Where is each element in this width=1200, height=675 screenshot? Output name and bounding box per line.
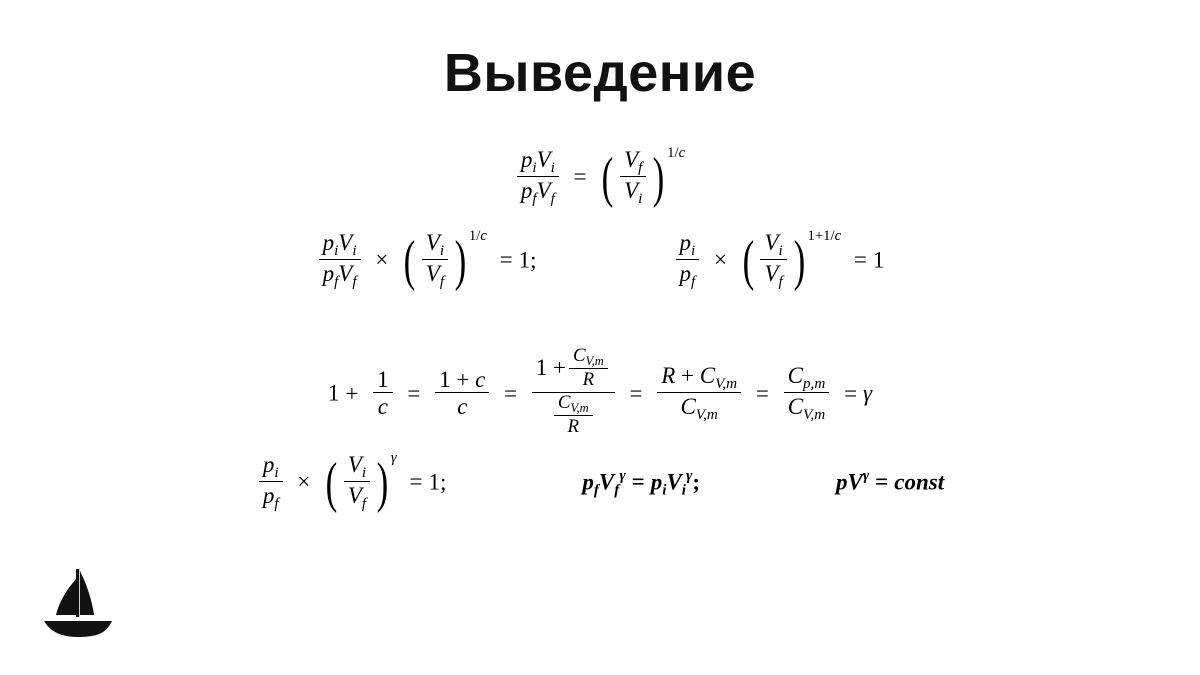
gamma-symbol: γ: [863, 380, 873, 406]
exponent-1-plus-1-over-c: 1+1/c: [807, 228, 842, 245]
fraction-1-c: $\frac{1}{c}$: [373, 368, 393, 418]
value-one: 1: [327, 380, 340, 406]
times-sign: ×: [713, 247, 727, 273]
equals-sign: =: [499, 247, 513, 273]
fraction-vf-vi: $\frac{V_f}{V_i}$: [620, 148, 646, 206]
value-one: 1;: [518, 247, 537, 273]
equation-2: [0, 228, 1200, 292]
fraction-pivi-pfvf: [517, 148, 559, 206]
fraction-cvm-r-upper: $\frac{C_{V,m}}{R}$: [569, 347, 608, 390]
equation-3-math: [327, 344, 873, 441]
plus-sign: +: [345, 380, 359, 406]
fraction-pi-pf: $\frac{p_i}{p_f}$: [259, 453, 283, 511]
fraction-vi-vf: $\frac{V_i}{V_f}$: [344, 453, 370, 511]
equals-sign: =: [755, 380, 769, 406]
fraction-pi-pf: $\frac{p_i}{p_f}$: [676, 231, 700, 289]
sailboat-icon: [36, 565, 120, 645]
value-one: 1: [872, 247, 885, 273]
equals-sign: =: [407, 380, 421, 406]
fraction-vi-vf: $\frac{V_i}{V_f}$: [422, 231, 448, 289]
equals-sign: =: [631, 469, 645, 495]
equals-sign: =: [844, 380, 858, 406]
value-one: 1;: [428, 469, 447, 495]
parenthesized-ratio: [598, 145, 686, 209]
equation-4b-math: $p_fV_f^\gamma = p_iV_i^\gamma$;: [582, 466, 700, 499]
fraction-pivi-pfvf: $\frac{p_iV_i}{p_fV_f}$: [319, 231, 361, 289]
right-paren: ): [652, 146, 665, 209]
equation-4: [0, 450, 1200, 514]
fraction-cpm-cvm: $\frac{C_{p,m}}{C_{V,m}}$: [784, 364, 830, 422]
equals-sign: =: [853, 247, 867, 273]
parenthesized-ratio: ( $\frac{V_i}{V_f}$ ) 1/c: [403, 228, 487, 292]
numerator: $p_iV_i$: [517, 148, 559, 177]
times-sign: ×: [297, 469, 311, 495]
equation-4a-math: [256, 450, 447, 514]
exponent-gamma: γ: [390, 450, 397, 467]
page-title: Выведение: [443, 43, 757, 103]
fraction-1plusc-c: $\frac{1 + c}{c}$: [435, 368, 489, 418]
equals-sign: =: [504, 380, 518, 406]
parenthesized-ratio: ( $\frac{V_i}{V_f}$ ) 1+1/c: [742, 228, 842, 292]
exponent-1-over-c: 1/c: [468, 228, 487, 245]
equation-1: [0, 145, 1200, 209]
equals-sign: =: [629, 380, 643, 406]
equals-sign: =: [409, 469, 423, 495]
fraction-r-plus-cvm-over-cvm: $\frac{R + C_{V,m}}{C_{V,m}}$: [657, 364, 741, 422]
equation-2a-math: [316, 228, 537, 292]
equation-3: [0, 344, 1200, 441]
exponent-1-over-c: 1/c: [667, 145, 686, 162]
equals-sign: =: [573, 164, 587, 190]
equation-2b-math: [673, 228, 885, 292]
fraction-nested-cvm-r: 1 + $\frac{C_{V,m}}{R}$ $\frac{C_{V,m}}{R}$: [532, 348, 615, 439]
equation-4c-math: $pV^\gamma$ = const: [836, 466, 945, 495]
equation-1-math: [514, 145, 686, 209]
fraction-vi-vf: $\frac{V_i}{V_f}$: [760, 231, 786, 289]
fraction-cvm-r-lower: $\frac{C_{V,m}}{R}$: [554, 394, 593, 437]
denominator: $p_fV_f$: [520, 178, 555, 208]
times-sign: ×: [375, 247, 389, 273]
left-paren: (: [601, 146, 614, 209]
equals-sign: =: [875, 469, 889, 495]
parenthesized-ratio: ( $\frac{V_i}{V_f}$ ) γ: [325, 450, 397, 514]
